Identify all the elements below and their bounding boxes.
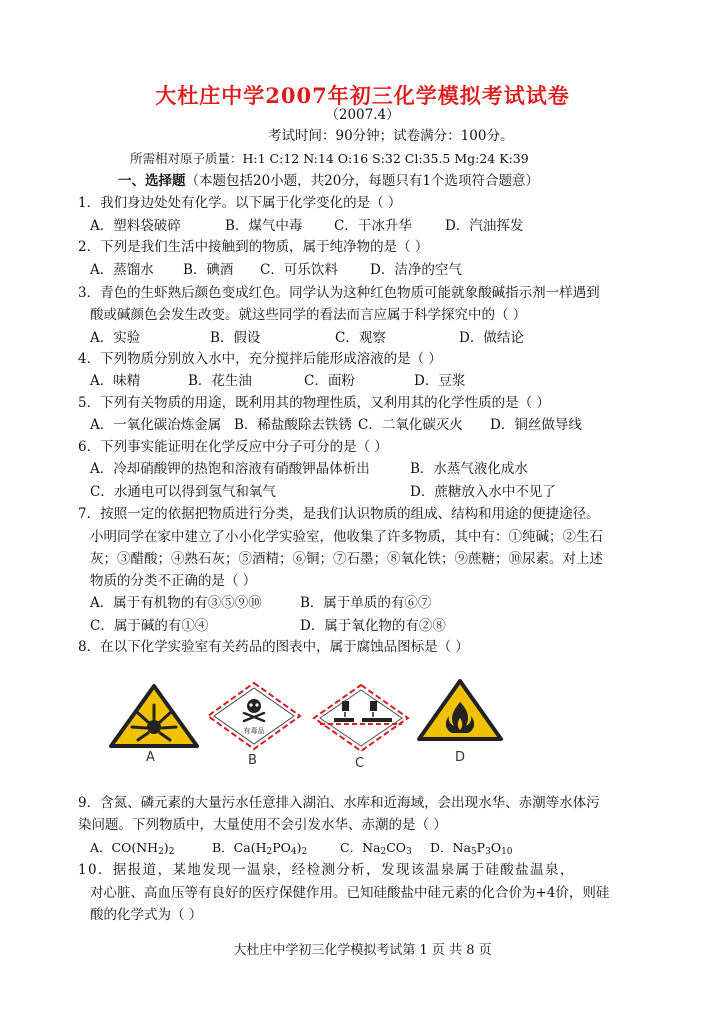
q5-stem: 5．下列有关物质的用途，既利用其的物理性质，又利用其的化学性质的是（ ） — [78, 395, 550, 411]
q6-option-c: C．水通电可以得到氢气和氧气 — [90, 484, 276, 500]
atomic-masses: 所需相对原子质量：H:1 C:12 N:14 O:16 S:32 Cl:35.5 Mg:24 K:39 — [130, 151, 529, 166]
flammable-hazard-sign — [416, 678, 504, 742]
q3-option-a: A．实验 — [90, 330, 141, 346]
q1-option-c: C．干冰升华 — [334, 218, 412, 234]
q4-option-a: A．味精 — [90, 373, 141, 389]
q6-option-a: A．冷却硝酸钾的热饱和溶液有硝酸钾晶体析出 — [90, 461, 370, 477]
q2-option-d: D．洁净的空气 — [370, 262, 462, 278]
q1-stem: 1．我们身边处处有化学。以下属于化学变化的是（ ） — [78, 195, 402, 211]
q4-option-c: C．面粉 — [304, 373, 355, 389]
q7-option-d: D．属于氧化物的有②⑧ — [300, 618, 446, 634]
q4-option-b: B．花生油 — [188, 373, 252, 389]
q2-option-a: A．蒸馏水 — [90, 262, 154, 278]
q7-option-a: A．属于有机物的有③⑤⑨⑩ — [90, 595, 262, 611]
q4-stem: 4．下列物质分别放入水中，充分搅拌后能形成溶液的是（ ） — [78, 351, 442, 367]
q7-option-c: C．属于碱的有①④ — [90, 618, 209, 634]
q2-stem: 2．下列是我们生活中接触到的物质，属于纯净物的是（ ） — [78, 239, 429, 255]
section-heading — [118, 172, 539, 190]
toxic-hazard-sign — [206, 681, 302, 751]
q10-stem-line3: 酸的化学式为（ ） — [90, 907, 203, 923]
q3-option-c: C．观察 — [335, 330, 386, 346]
q5-option-a: A．一氧化碳冶炼金属 — [90, 417, 222, 433]
q1-option-d: D．汽油挥发 — [445, 218, 524, 234]
q3-stem-line2: 酸或碱颜色会发生改变。就这些同学的看法而言应属于科学探究中的（ ） — [90, 307, 527, 323]
q7-stem-line1: 7．按照一定的依据把物质进行分类，是我们认识物质的组成、结构和用途的便捷途径。 — [78, 506, 600, 522]
q3-stem-line1: 3．青色的生虾熟后颜色变成红色。同学认为这种红色物质可能就象酸碱指示剂一样遇到 — [78, 285, 600, 301]
q9-option-b: B．$Ca(H_2PO_4)_2$ — [212, 840, 308, 857]
exam-title: 大杜庄中学2007年初三化学模拟考试试卷 — [155, 83, 570, 108]
q7-option-b: B．属于单质的有⑥⑦ — [300, 595, 432, 611]
q5-option-c: C．二氧化碳灭火 — [358, 417, 463, 433]
q9-option-c: C．$Na_2CO_3$ — [340, 840, 412, 857]
q9-option-d: D．$Na_5P_3O_{10}$ — [430, 840, 513, 857]
exam-date: （2007.4） — [325, 107, 400, 123]
sign-label-c: C — [355, 756, 365, 771]
q6-option-d: D．蔗糖放入水中不见了 — [410, 484, 556, 500]
q3-option-d: D．做结论 — [459, 330, 524, 346]
sign-b-text: 有毒品 — [243, 727, 265, 735]
q5-option-b: B．稀盐酸除去铁锈 — [234, 417, 352, 433]
corrosive-hazard-sign — [312, 683, 410, 753]
exam-info: 考试时间：90分钟；试卷满分：100分。 — [268, 128, 514, 144]
sign-label-a: A — [146, 750, 155, 765]
q7-stem-line2: 小明同学在家中建立了小小化学实验室，他收集了许多物质，其中有：①纯碱；②生石 — [90, 529, 603, 545]
q6-stem: 6．下列事实能证明在化学反应中分子可分的是（ ） — [78, 439, 388, 455]
q7-stem-line3: 灰；③醋酸；④熟石灰；⑤酒精；⑥铜；⑦石墨；⑧氧化铁；⑨蔗糖；⑩尿素。对上述 — [90, 551, 603, 567]
q2-option-b: B．碘酒 — [183, 262, 234, 278]
q9-stem-line1: 9．含氮、磷元素的大量污水任意排入湖泊、水库和近海域，会出现水华、赤潮等水体污 — [78, 795, 600, 811]
explosive-hazard-sign — [108, 683, 200, 749]
q9-option-a: A．$CO(NH_2)_2$ — [90, 840, 175, 857]
sign-label-b: B — [248, 753, 257, 768]
sign-label-d: D — [455, 750, 466, 765]
section-title: 一、选择题 — [118, 173, 186, 189]
q6-option-b: B．水蒸气液化成水 — [410, 461, 528, 477]
q2-option-c: C．可乐饮料 — [260, 262, 338, 278]
page-footer: 大杜庄中学初三化学模拟考试第 1 页 共 8 页 — [233, 943, 492, 958]
q10-stem-line1: 10．据报道，某地发现一温泉，经检测分析，发现该温泉属于硅酸盐温泉， — [78, 862, 575, 878]
section-note: （本题包括20小题，共20分，每题只有1个选项符合题意） — [185, 173, 539, 189]
q5-option-d: D．铜丝做导线 — [490, 417, 582, 433]
q1-option-b: B．煤气中毒 — [225, 218, 303, 234]
q8-stem: 8．在以下化学实验室有关药品的图表中，属于腐蚀品图标是（ ） — [78, 639, 469, 655]
q3-option-b: B．假设 — [210, 330, 261, 346]
q9-stem-line2: 染问题。下列物质中，大量使用不会引发水华、赤潮的是（ ） — [78, 817, 447, 833]
q1-option-a: A．塑料袋破碎 — [90, 218, 181, 234]
q7-stem-line4: 物质的分类不正确的是（ ） — [90, 573, 257, 589]
q10-stem-line2: 对心脏、高血压等有良好的医疗保健作用。已知硅酸盐中硅元素的化合价为+4价，则硅 — [90, 885, 610, 901]
q4-option-d: D．豆浆 — [414, 373, 466, 389]
